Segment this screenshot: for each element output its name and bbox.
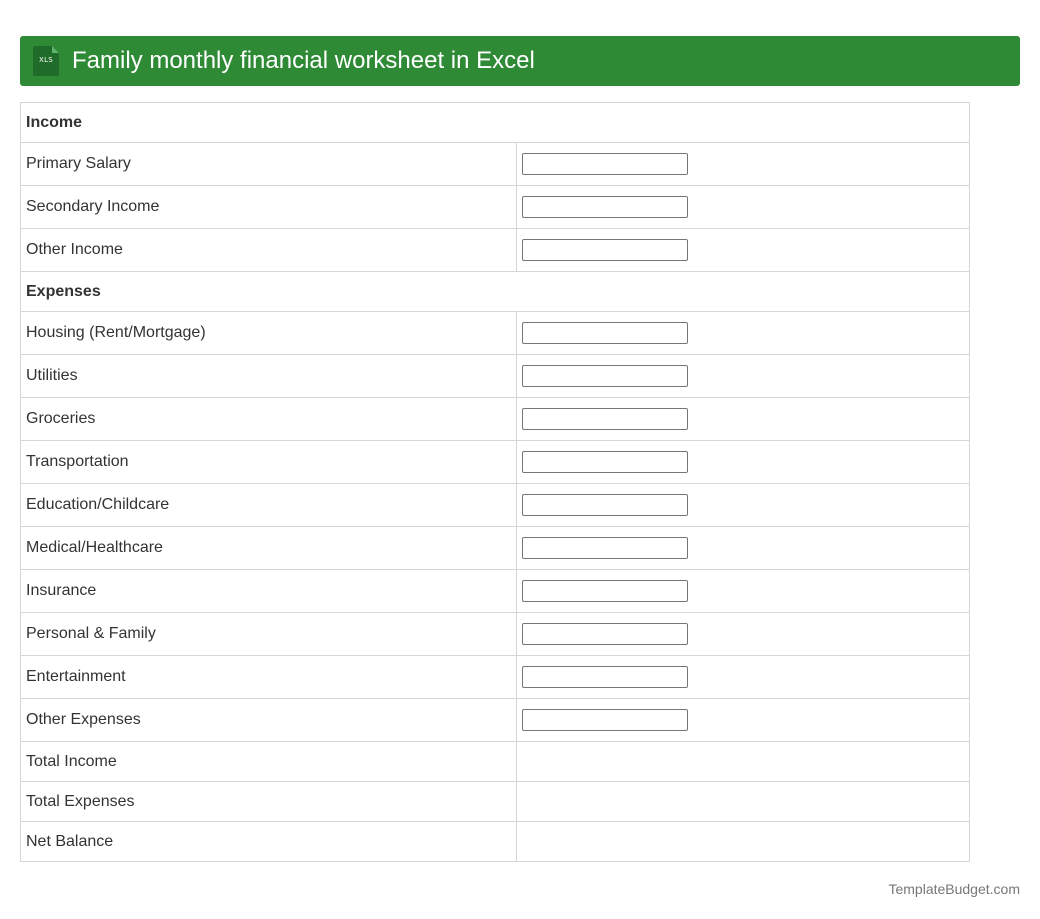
value-cell <box>517 143 970 186</box>
table-row <box>21 312 970 355</box>
value-cell <box>517 398 970 441</box>
table-row <box>21 484 970 527</box>
row-label: Entertainment <box>21 656 517 699</box>
table-row <box>21 656 970 699</box>
secondary-income-input[interactable] <box>522 196 688 218</box>
total-income-value <box>517 742 970 782</box>
value-cell <box>517 312 970 355</box>
page-title: Family monthly financial worksheet in Excel <box>72 47 535 74</box>
row-label: Utilities <box>21 355 517 398</box>
page-header <box>20 36 1020 86</box>
row-label: Total Expenses <box>21 782 517 822</box>
row-label: Groceries <box>21 398 517 441</box>
net-balance-value <box>517 822 970 862</box>
table-row <box>21 229 970 272</box>
row-label: Secondary Income <box>21 186 517 229</box>
primary-salary-input[interactable] <box>522 153 688 175</box>
section-heading: Expenses <box>21 272 970 312</box>
value-cell <box>517 613 970 656</box>
table-row <box>21 143 970 186</box>
value-cell <box>517 441 970 484</box>
row-label: Net Balance <box>21 822 517 862</box>
footer-brand: TemplateBudget.com <box>888 881 1020 897</box>
value-cell <box>517 570 970 613</box>
section-heading: Income <box>21 103 970 143</box>
net-balance-row <box>21 822 970 862</box>
value-cell <box>517 656 970 699</box>
table-row <box>21 355 970 398</box>
excel-file-icon <box>33 46 59 76</box>
transportation-input[interactable] <box>522 451 688 473</box>
file-icon-label: XLS <box>38 56 54 64</box>
total-income-row <box>21 742 970 782</box>
value-cell <box>517 699 970 742</box>
medical-healthcare-input[interactable] <box>522 537 688 559</box>
row-label: Medical/Healthcare <box>21 527 517 570</box>
table-row <box>21 699 970 742</box>
value-cell <box>517 186 970 229</box>
row-label: Personal & Family <box>21 613 517 656</box>
personal-family-input[interactable] <box>522 623 688 645</box>
row-label: Other Expenses <box>21 699 517 742</box>
total-expenses-row <box>21 782 970 822</box>
table-row <box>21 186 970 229</box>
insurance-input[interactable] <box>522 580 688 602</box>
value-cell <box>517 355 970 398</box>
row-label: Total Income <box>21 742 517 782</box>
utilities-input[interactable] <box>522 365 688 387</box>
row-label: Education/Childcare <box>21 484 517 527</box>
table-row <box>21 441 970 484</box>
row-label: Primary Salary <box>21 143 517 186</box>
entertainment-input[interactable] <box>522 666 688 688</box>
row-label: Other Income <box>21 229 517 272</box>
table-row <box>21 570 970 613</box>
row-label: Transportation <box>21 441 517 484</box>
other-expenses-input[interactable] <box>522 709 688 731</box>
financial-worksheet-table <box>20 102 970 862</box>
table-row <box>21 527 970 570</box>
row-label: Housing (Rent/Mortgage) <box>21 312 517 355</box>
housing-input[interactable] <box>522 322 688 344</box>
table-row <box>21 613 970 656</box>
other-income-input[interactable] <box>522 239 688 261</box>
value-cell <box>517 527 970 570</box>
table-row <box>21 398 970 441</box>
groceries-input[interactable] <box>522 408 688 430</box>
section-header-expenses <box>21 272 970 312</box>
value-cell <box>517 484 970 527</box>
row-label: Insurance <box>21 570 517 613</box>
section-header-income <box>21 103 970 143</box>
total-expenses-value <box>517 782 970 822</box>
value-cell <box>517 229 970 272</box>
education-childcare-input[interactable] <box>522 494 688 516</box>
